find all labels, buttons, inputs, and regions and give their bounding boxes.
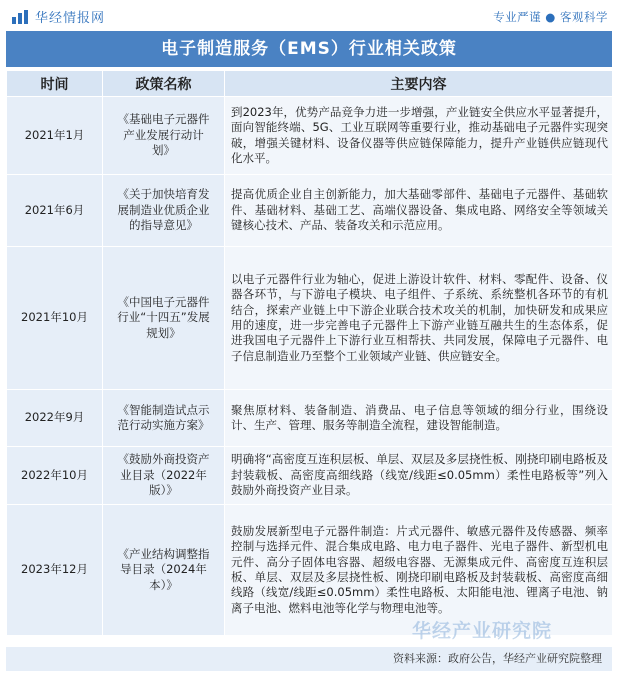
table-row xyxy=(7,390,613,447)
row-policy-name: 《关于加快培育发展制造业优质企业的指导意见》 xyxy=(103,175,225,247)
column-header-content: 主要内容 xyxy=(225,71,613,97)
row-time: 2022年9月 xyxy=(7,390,103,447)
brand-name: 华经情报网 xyxy=(35,11,106,26)
row-time: 2021年1月 xyxy=(7,97,103,175)
column-header-time: 时间 xyxy=(7,71,103,97)
top-bar xyxy=(0,0,618,30)
row-policy-name: 《智能制造试点示范行动实施方案》 xyxy=(103,390,225,447)
bar-chart-logo-icon xyxy=(12,10,30,24)
row-content: 以电子元器件行业为轴心，促进上游设计软件、材料、零配件、设备、仪器各环节，与下游电子模块、电子组件、子系统、系统整机各环节的有机结合，探索产业链上中下游企业联合技术攻关的机制，加快研发和成果应用的速度，进一步完善电子元器件上下游产业链互融共生的生态体系，促进我国电子元器件上下游行业互相帮扶、共同发展，保障电子元器件、电子信息制造业乃至整个工业领域产业链、供应链安全。 xyxy=(225,247,613,390)
row-time: 2023年12月 xyxy=(7,505,103,636)
table-row xyxy=(7,247,613,390)
row-policy-name: 《鼓励外商投资产业目录（2022年版）》 xyxy=(103,447,225,505)
row-content: 到2023年，优势产品竞争力进一步增强，产业链安全供应水平显著提升，面向智能终端、5G、工业互联网等重要行业，推动基础电子元器件实现突破，增强关键材料、设备仪器等供应链保障能力，提升产业链供应链现代化水平。 xyxy=(225,97,613,175)
row-content: 明确将“高密度互连积层板、单层、双层及多层挠性板、刚挠印刷电路板及封装载板、高密度高细线路（线宽/线距≤0.05mm）柔性电路板等”列入鼓励外商投资产业目录。 xyxy=(225,447,613,505)
page-title: 电子制造服务（EMS）行业相关政策 xyxy=(6,31,612,67)
table-row xyxy=(7,97,613,175)
column-header-policy-name: 政策名称 xyxy=(103,71,225,97)
row-time: 2021年6月 xyxy=(7,175,103,247)
row-time: 2021年10月 xyxy=(7,247,103,390)
table-row xyxy=(7,447,613,505)
row-time: 2022年10月 xyxy=(7,447,103,505)
row-policy-name: 《产业结构调整指导目录（2024年本）》 xyxy=(103,505,225,636)
watermark: 华经产业研究院 xyxy=(412,620,553,642)
source-note: 资料来源：政府公告，华经产业研究院整理 xyxy=(6,647,612,671)
row-content: 提高优质企业自主创新能力，加大基础零部件、基础电子元器件、基础软件、基础材料、基础工艺、高端仪器设备、集成电路、网络安全等领域关键核心技术、产品、装备攻关和示范应用。 xyxy=(225,175,613,247)
slogan: 专业严谨 ● 客观科学 xyxy=(493,10,608,24)
row-content: 鼓励发展新型电子元器件制造：片式元器件、敏感元器件及传感器、频率控制与选择元件、混合集成电路、电力电子器件、光电子器件、新型机电元件、高分子固体电容器、超级电容器、无源集成元件、高密度互连积层板、单层、双层及多层挠性板、刚挠印刷电路板及封装载板、高密度高细线路（线宽/线距≤0.05mm）柔性电路板、太阳能电池、锂离子电池、钠离子电池、燃料电池等化学与物理电池等。 xyxy=(225,505,613,636)
table-row xyxy=(7,175,613,247)
row-policy-name: 《基础电子元器件产业发展行动计划》 xyxy=(103,97,225,175)
policy-table xyxy=(6,70,613,636)
brand xyxy=(12,7,105,26)
row-policy-name: 《中国电子元器件行业“十四五”发展规划》 xyxy=(103,247,225,390)
row-content: 聚焦原材料、装备制造、消费品、电子信息等领域的细分行业，围绕设计、生产、管理、服务等制造全流程，建设智能制造。 xyxy=(225,390,613,447)
table-header-row xyxy=(7,71,613,97)
